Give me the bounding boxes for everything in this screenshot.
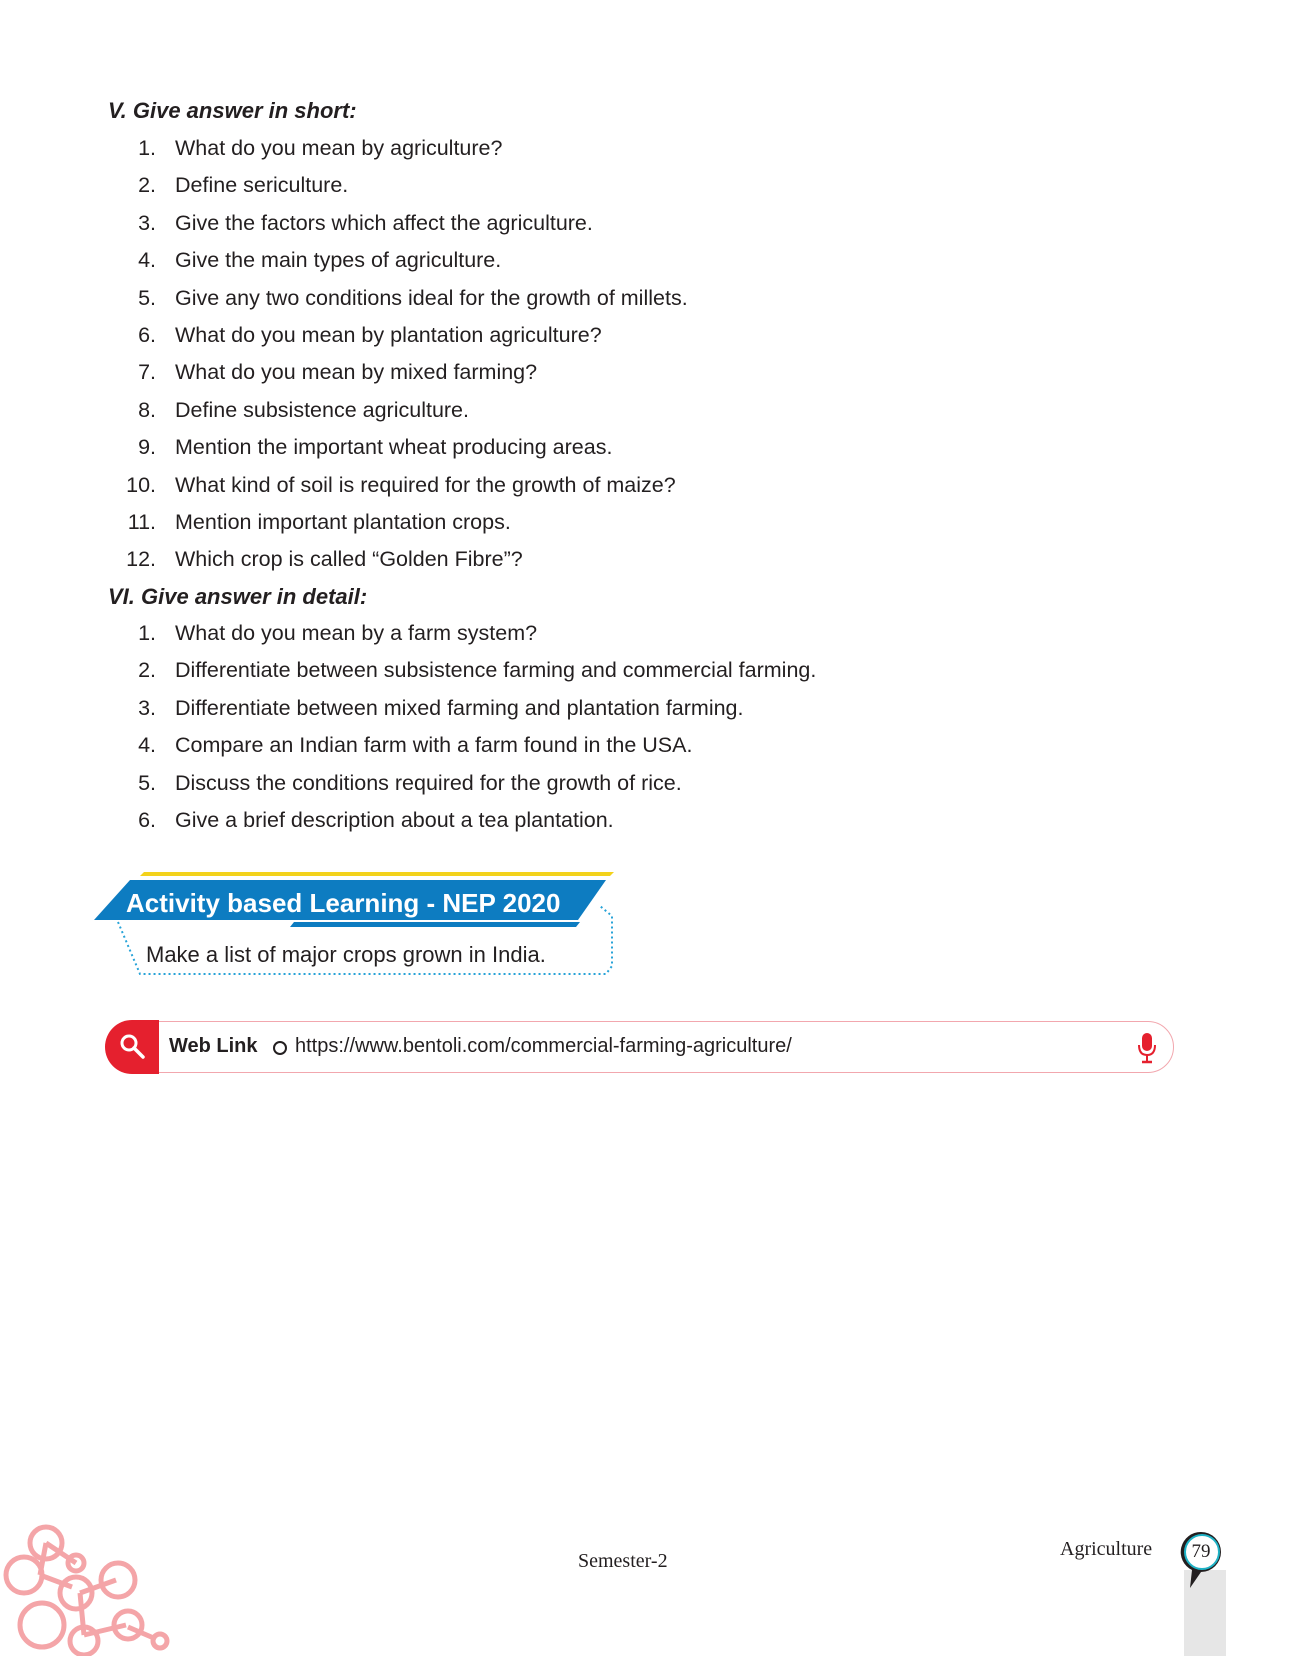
question-number: 4. xyxy=(138,733,156,758)
question-number: 4. xyxy=(138,248,156,273)
question-number: 1. xyxy=(138,136,156,160)
question-item xyxy=(0,504,1000,541)
question-text: Differentiate between subsistence farming and commercial farming. xyxy=(175,658,817,683)
question-item xyxy=(0,429,1000,466)
question-number: 12. xyxy=(126,547,156,572)
question-item xyxy=(0,280,1000,317)
question-text: Give the factors which affect the agriculture. xyxy=(175,210,593,235)
question-item xyxy=(0,392,1000,429)
question-item xyxy=(0,467,1000,504)
question-number: 1. xyxy=(138,621,156,645)
question-number: 3. xyxy=(138,210,156,235)
question-text: Mention important plantation crops. xyxy=(175,509,511,534)
short-answer-questions xyxy=(0,130,1000,579)
web-link-url[interactable]: https://www.bentoli.com/commercial-farming-agriculture/ xyxy=(295,1035,792,1057)
web-link-label: Web Link xyxy=(169,1035,258,1057)
question-item xyxy=(0,615,1000,652)
question-text: What do you mean by mixed farming? xyxy=(175,360,538,385)
footer-semester: Semester-2 xyxy=(578,1550,668,1572)
question-number: 7. xyxy=(138,360,156,385)
search-icon xyxy=(118,1032,146,1060)
question-text: Give a brief description about a tea plantation. xyxy=(175,807,614,832)
activity-title: Activity based Learning - NEP 2020 xyxy=(126,888,561,918)
question-item xyxy=(0,765,1000,802)
question-text: Mention the important wheat producing areas. xyxy=(175,435,613,460)
question-text: Differentiate between mixed farming and plantation farming. xyxy=(175,695,744,720)
question-item xyxy=(0,652,1000,689)
detail-answer-questions xyxy=(0,615,1000,839)
bullet-circle-icon xyxy=(273,1041,287,1055)
activity-box xyxy=(94,870,624,1000)
page-number: 79 xyxy=(1191,1541,1211,1562)
question-text: Which crop is called “Golden Fibre”? xyxy=(175,547,523,572)
question-number: 9. xyxy=(138,435,156,460)
section-v-heading: V. Give answer in short: xyxy=(108,98,357,123)
web-link-bar[interactable] xyxy=(106,1021,1174,1073)
question-number: 6. xyxy=(138,322,156,347)
footer-chapter-title: Agriculture xyxy=(1060,1538,1153,1560)
decorative-molecule-icon xyxy=(0,1515,180,1656)
question-item xyxy=(0,167,1000,204)
question-text: What do you mean by a farm system? xyxy=(175,621,538,645)
question-text: Compare an Indian farm with a farm found in the USA. xyxy=(175,733,693,758)
question-text: Define sericulture. xyxy=(175,173,349,198)
question-number: 11. xyxy=(127,509,156,534)
question-item xyxy=(0,242,1000,279)
activity-text: Make a list of major crops grown in India. xyxy=(146,942,546,967)
question-text: What do you mean by plantation agriculture? xyxy=(175,322,602,347)
question-number: 2. xyxy=(138,173,156,198)
question-text: Define subsistence agriculture. xyxy=(175,397,469,422)
question-number: 5. xyxy=(138,770,156,795)
question-number: 3. xyxy=(138,695,156,720)
question-item xyxy=(0,130,1000,167)
question-number: 2. xyxy=(138,658,156,683)
question-item xyxy=(0,727,1000,764)
question-number: 8. xyxy=(138,397,156,422)
question-text: Give any two conditions ideal for the growth of millets. xyxy=(175,285,688,310)
question-number: 10. xyxy=(126,472,156,497)
question-item xyxy=(0,317,1000,354)
question-number: 6. xyxy=(138,807,156,832)
question-text: What do you mean by agriculture? xyxy=(175,136,503,160)
question-number: 5. xyxy=(138,285,156,310)
question-item xyxy=(0,205,1000,242)
question-item xyxy=(0,541,1000,578)
question-item xyxy=(0,690,1000,727)
question-item xyxy=(0,354,1000,391)
question-item xyxy=(0,802,1000,839)
question-text: What kind of soil is required for the growth of maize? xyxy=(175,472,676,497)
question-text: Discuss the conditions required for the growth of rice. xyxy=(175,770,682,795)
search-button[interactable] xyxy=(105,1020,159,1074)
microphone-icon[interactable] xyxy=(1137,1032,1157,1064)
section-vi-heading: VI. Give answer in detail: xyxy=(108,584,368,609)
question-text: Give the main types of agriculture. xyxy=(175,248,502,273)
